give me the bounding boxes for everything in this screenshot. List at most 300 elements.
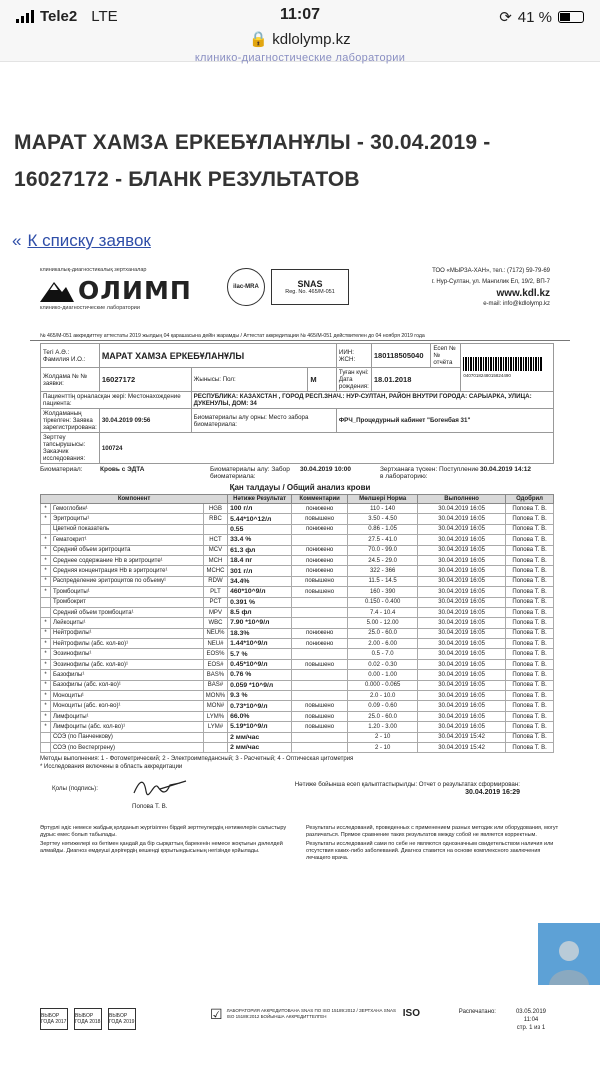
received: 30.04.2019 14:12 <box>480 466 531 473</box>
location-label: Пациенттің орналасқан жері: Местонахождение пациента: <box>41 392 192 409</box>
table-row <box>41 722 554 732</box>
row-done: 30.04.2019 16:05 <box>418 618 506 628</box>
row-done: 30.04.2019 16:05 <box>418 670 506 680</box>
row-comment: повышено <box>292 722 348 732</box>
row-result: 301 г/л <box>228 566 292 576</box>
row-marker: * <box>41 504 51 514</box>
row-code: NEU# <box>203 639 227 649</box>
name-label: Тегі А.Ә.: Фамилия И.О.: <box>41 344 100 368</box>
row-result: 7.90 *10^9/л <box>228 618 292 628</box>
order-number: 16027172 <box>99 368 191 392</box>
disclaimer-ru-2: Результаты исследований сами по себе не являются однозначным свидетельством наличия или отсутствия каких-либо заболеваний. Диагноз ставится на основе комплексного заключения лечащего врача. <box>306 841 554 862</box>
customer: 100724 <box>99 433 553 464</box>
sex-label: Жынысы: Пол: <box>191 368 308 392</box>
table-row <box>41 504 554 514</box>
report-generated <box>295 781 520 797</box>
row-component: СОЭ (по Панченкову) <box>51 732 204 742</box>
row-code: MCV <box>203 545 227 555</box>
row-marker: * <box>41 618 51 628</box>
row-norm: 0.00 - 1.00 <box>348 670 418 680</box>
row-component: Базофилы¹ <box>51 670 204 680</box>
row-component: Тромбоциты¹ <box>51 587 204 597</box>
row-comment <box>292 618 348 628</box>
chat-avatar-button[interactable] <box>538 923 600 985</box>
row-result: 100 г/л <box>228 504 292 514</box>
row-done: 30.04.2019 16:05 <box>418 701 506 711</box>
logo-caption-kz: клиникалық-диагностикалық зертханалар <box>40 267 147 273</box>
table-row <box>41 649 554 659</box>
row-result: 0.55 <box>228 524 292 534</box>
row-marker: * <box>41 545 51 555</box>
row-result: 2 мм/час <box>228 732 292 742</box>
table-row <box>41 659 554 669</box>
signature-label: Қолы (подпись): <box>52 785 98 793</box>
row-comment: повышено <box>292 659 348 669</box>
website: www.kdl.kz <box>496 288 550 299</box>
row-comment: повышено <box>292 701 348 711</box>
row-marker: * <box>41 566 51 576</box>
row-done: 30.04.2019 16:05 <box>418 639 506 649</box>
row-marker: * <box>41 701 51 711</box>
checkmark-icon: ☑ <box>210 1006 223 1022</box>
row-approved: Попова Т. В. <box>506 607 554 617</box>
snas-title: SNAS <box>297 279 323 289</box>
row-component: Лимфоциты (абс. кол-во)¹ <box>51 722 204 732</box>
row-norm: 0.86 - 1.05 <box>348 524 418 534</box>
signature-name: Попова Т. В. <box>132 803 168 811</box>
row-approved: Попова Т. В. <box>506 618 554 628</box>
row-result: 5.7 % <box>228 649 292 659</box>
row-comment: повышено <box>292 576 348 586</box>
row-norm: 0.5 - 7.0 <box>348 649 418 659</box>
row-norm: 2 - 10 <box>348 742 418 752</box>
email: e-mail: info@kdlolymp.kz <box>483 301 550 307</box>
status-right <box>499 8 584 26</box>
iso-logo: ISO <box>402 1008 420 1019</box>
biomaterial-label: Биоматериал: <box>40 466 83 473</box>
account-label: Есеп № № отчёта <box>431 344 461 368</box>
row-comment <box>292 670 348 680</box>
row-component: Эозинофилы¹ <box>51 649 204 659</box>
award-badge: ВЫБОР ГОДА 2017 <box>40 1008 68 1030</box>
row-approved: Попова Т. В. <box>506 504 554 514</box>
row-code: EOS% <box>203 649 227 659</box>
row-done: 30.04.2019 16:05 <box>418 597 506 607</box>
row-result: 66.0% <box>228 711 292 721</box>
row-result: 8.5 фл <box>228 607 292 617</box>
results-table <box>40 494 554 753</box>
row-done: 30.04.2019 16:05 <box>418 545 506 555</box>
notes <box>40 755 560 771</box>
customer-label: Зерттеу тапсырушысы: Заказчик исследования: <box>41 433 100 464</box>
table-row <box>41 535 554 545</box>
table-header <box>41 495 554 504</box>
barcode-number: 0407018248015824490 <box>463 373 511 378</box>
row-approved: Попова Т. В. <box>506 545 554 555</box>
row-norm: 25.0 - 60.0 <box>348 711 418 721</box>
row-norm: 70.0 - 99.0 <box>348 545 418 555</box>
row-norm: 110 - 140 <box>348 504 418 514</box>
row-comment: повышено <box>292 587 348 597</box>
row-result: 0.391 % <box>228 597 292 607</box>
row-component: Тромбокрит <box>51 597 204 607</box>
row-component: Базофилы (абс. кол-во)¹ <box>51 680 204 690</box>
row-marker: * <box>41 639 51 649</box>
row-norm: 322 - 366 <box>348 566 418 576</box>
row-marker <box>41 524 51 534</box>
row-done: 30.04.2019 15:42 <box>418 742 506 752</box>
row-component: Гемоглобин¹ <box>51 504 204 514</box>
user-icon <box>547 935 591 985</box>
section-title: Қан талдауы / Общий анализ крови <box>229 483 371 492</box>
row-done: 30.04.2019 16:05 <box>418 514 506 524</box>
row-approved: Попова Т. В. <box>506 535 554 545</box>
row-norm: 25.0 - 60.0 <box>348 628 418 638</box>
row-code: EOS# <box>203 659 227 669</box>
row-comment <box>292 535 348 545</box>
row-comment <box>292 597 348 607</box>
row-done: 30.04.2019 16:05 <box>418 607 506 617</box>
ilac-mra-badge: ilac-MRA <box>227 268 265 306</box>
report-label: Нәтиже бойынша есеп қалыптастырылды: Отчет о результатах сформирован: <box>294 781 520 789</box>
row-code: HGB <box>203 504 227 514</box>
table-row <box>41 670 554 680</box>
row-done: 30.04.2019 15:42 <box>418 732 506 742</box>
lock-icon: 🔒 <box>249 31 269 48</box>
table-row <box>41 691 554 701</box>
back-link-label: К списку заявок <box>27 231 151 250</box>
company: ТОО «МЫРЗА-ХАН», тел.: (7172) 59-79-69 <box>432 268 550 274</box>
row-component: СОЭ (по Вестергрену) <box>51 742 204 752</box>
row-result: 18.4 пг <box>228 555 292 565</box>
form-header <box>30 262 570 332</box>
barcode-icon <box>463 357 543 371</box>
row-result: 5.44*10^12/л <box>228 514 292 524</box>
table-row <box>41 701 554 711</box>
table-row <box>41 555 554 565</box>
row-result: 460*10^9/л <box>228 587 292 597</box>
rotation-lock-icon: ⟳ <box>499 9 512 26</box>
row-code: HCT <box>203 535 227 545</box>
row-comment: понижено <box>292 555 348 565</box>
row-component: Нейтрофилы¹ <box>51 628 204 638</box>
row-result: 34.4% <box>228 576 292 586</box>
table-row <box>41 545 554 555</box>
row-marker: * <box>41 535 51 545</box>
lab-logo <box>40 267 220 311</box>
place-label: Биоматериалы алу орны: Место забора биоматериала: <box>191 409 336 433</box>
col-done: Выполнено <box>418 495 506 504</box>
order-label: Жолдама № № заявки: <box>41 368 100 392</box>
table-row <box>41 566 554 576</box>
row-code: MCH <box>203 555 227 565</box>
row-done: 30.04.2019 16:05 <box>418 587 506 597</box>
row-code <box>203 742 227 752</box>
row-component: Среднее содержание Hb в эритроците¹ <box>51 555 204 565</box>
row-approved: Попова Т. В. <box>506 742 554 752</box>
clock: 11:07 <box>279 6 321 23</box>
printed-date: 03.05.2019 <box>515 1009 546 1015</box>
row-component: Эритроциты¹ <box>51 514 204 524</box>
row-approved: Попова Т. В. <box>506 680 554 690</box>
site-banner: клинико-диагностические лаборатории <box>194 52 406 64</box>
address-bar[interactable] <box>0 30 600 48</box>
row-result: 9.3 % <box>228 691 292 701</box>
page-number: стр. 1 из 1 <box>516 1025 546 1031</box>
row-code: WBC <box>203 618 227 628</box>
row-approved: Попова Т. В. <box>506 555 554 565</box>
row-approved: Попова Т. В. <box>506 732 554 742</box>
row-result: 5.19*10^9/л <box>228 722 292 732</box>
row-norm: 5.00 - 12.00 <box>348 618 418 628</box>
row-code: LYM% <box>203 711 227 721</box>
row-norm: 2 - 10 <box>348 732 418 742</box>
row-done: 30.04.2019 16:05 <box>418 628 506 638</box>
row-comment: понижено <box>292 639 348 649</box>
row-result: 0.73*10^9/л <box>228 701 292 711</box>
lab-contacts <box>432 266 550 310</box>
printed-label: Распечатано: <box>458 1009 496 1015</box>
row-marker <box>41 597 51 607</box>
row-component: Гематокрит¹ <box>51 535 204 545</box>
row-marker: * <box>41 670 51 680</box>
double-chevron-left-icon: « <box>12 231 22 250</box>
row-comment: повышено <box>292 711 348 721</box>
award-badge: ВЫБОР ГОДА 2018 <box>74 1008 102 1030</box>
row-norm: 2.00 - 6.00 <box>348 639 418 649</box>
row-approved: Попова Т. В. <box>506 524 554 534</box>
patient-info <box>40 343 554 464</box>
biomaterial-row <box>40 466 560 480</box>
row-component: Средний объем тромбоцита¹ <box>51 607 204 617</box>
row-code: MCHC <box>203 566 227 576</box>
row-code: MPV <box>203 607 227 617</box>
sex: М <box>308 368 337 392</box>
iso-text: ЛАБОРАТОРИЯ АККРЕДИТОВАНА SNAS ПО ISO 15189:2012 / ЗЕРТХАНА SNAS ISO 15189:2012 БОЙЫНША АККРЕДИТТЕЛГЕН <box>226 1008 397 1019</box>
row-approved: Попова Т. В. <box>506 628 554 638</box>
row-norm: 3.50 - 4.50 <box>348 514 418 524</box>
table-row <box>41 576 554 586</box>
row-norm: 1.20 - 3.00 <box>348 722 418 732</box>
row-norm: 27.5 - 41.0 <box>348 535 418 545</box>
col-comment: Комментарии <box>292 495 348 504</box>
row-component: Средняя концентрация Hb в эритроците¹ <box>51 566 204 576</box>
row-code <box>203 732 227 742</box>
row-marker: * <box>41 587 51 597</box>
row-done: 30.04.2019 16:05 <box>418 576 506 586</box>
row-approved: Попова Т. В. <box>506 722 554 732</box>
row-comment <box>292 649 348 659</box>
col-approved: Одобрил <box>506 495 554 504</box>
birth-date: 18.01.2018 <box>371 368 461 392</box>
row-code: LYM# <box>203 722 227 732</box>
row-result: 61.3 фл <box>228 545 292 555</box>
row-done: 30.04.2019 16:05 <box>418 555 506 565</box>
row-result: 2 мм/час <box>228 742 292 752</box>
row-code: PLT <box>203 587 227 597</box>
table-row <box>41 524 554 534</box>
row-done: 30.04.2019 16:05 <box>418 691 506 701</box>
row-marker <box>41 742 51 752</box>
row-comment: понижено <box>292 524 348 534</box>
row-component: Моноциты (абс. кол-во)¹ <box>51 701 204 711</box>
col-norm: Мөлшері Норма <box>348 495 418 504</box>
row-marker: * <box>41 680 51 690</box>
row-comment <box>292 732 348 742</box>
url-text: kdlolymp.kz <box>272 31 351 48</box>
row-marker: * <box>41 711 51 721</box>
logo-caption-ru: клинико-диагностические лаборатории <box>40 305 140 311</box>
row-code: RDW <box>203 576 227 586</box>
mountain-logo-icon <box>40 280 74 302</box>
row-done: 30.04.2019 16:05 <box>418 711 506 721</box>
row-done: 30.04.2019 16:05 <box>418 680 506 690</box>
row-result: 33.4 % <box>228 535 292 545</box>
row-comment <box>292 742 348 752</box>
row-norm: 11.5 - 14.5 <box>348 576 418 586</box>
table-row <box>41 597 554 607</box>
row-marker: * <box>41 555 51 565</box>
row-comment: понижено <box>292 628 348 638</box>
row-code: MON% <box>203 691 227 701</box>
barcode <box>461 344 554 392</box>
disclaimer-kz-2: Зерттеу нәтижелері өз бетімен қандай да бір сырқаттың барекенін немесе жоқтығын дәлелдей алмайды. Диагноз емдеуші дәрігердің кешенді қорытындысының негізінде қойылады. <box>40 841 283 855</box>
row-approved: Попова Т. В. <box>506 639 554 649</box>
row-code: NEU% <box>203 628 227 638</box>
back-to-orders-link[interactable] <box>12 231 151 251</box>
network: LTE <box>91 8 118 25</box>
signature-scribble <box>130 777 190 799</box>
battery-percent: 41 % <box>517 8 552 26</box>
row-comment <box>292 691 348 701</box>
row-approved: Попова Т. В. <box>506 597 554 607</box>
row-done: 30.04.2019 16:05 <box>418 535 506 545</box>
row-code <box>203 524 227 534</box>
row-approved: Попова Т. В. <box>506 711 554 721</box>
accreditation-badges <box>227 268 349 306</box>
row-approved: Попова Т. В. <box>506 576 554 586</box>
row-norm: 2.0 - 10.0 <box>348 691 418 701</box>
report-date: 30.04.2019 16:29 <box>465 789 520 797</box>
row-component: Средний объем эритроцита <box>51 545 204 555</box>
row-code: MON# <box>203 701 227 711</box>
row-marker <box>41 732 51 742</box>
row-component: Распределение эритроцитов по объему¹ <box>51 576 204 586</box>
table-row <box>41 587 554 597</box>
award-badge: ВЫБОР ГОДА 2019 <box>108 1008 136 1030</box>
table-row <box>41 514 554 524</box>
iin-label: ИИН: ЖСН: <box>336 344 371 368</box>
row-done: 30.04.2019 16:05 <box>418 504 506 514</box>
table-row <box>41 607 554 617</box>
row-component: Цветной показатель <box>51 524 204 534</box>
row-component: Лимфоциты¹ <box>51 711 204 721</box>
table-row <box>41 742 554 752</box>
row-code: BAS# <box>203 680 227 690</box>
disclaimer-2 <box>40 841 560 862</box>
row-component: Эозинофилы (абс. кол-во)¹ <box>51 659 204 669</box>
row-done: 30.04.2019 16:05 <box>418 649 506 659</box>
col-result: Нәтиже Результат <box>228 495 292 504</box>
row-approved: Попова Т. В. <box>506 514 554 524</box>
accredited-note: * Исследования включены в область аккредитации <box>40 764 183 771</box>
row-marker: * <box>41 514 51 524</box>
patient-iin: 180118505040 <box>371 344 431 368</box>
row-comment: понижено <box>292 504 348 514</box>
row-norm: 0.150 - 0.400 <box>348 597 418 607</box>
registered-label: Жолдаманың тіркелген: Заявка зарегистрирована: <box>41 409 100 433</box>
battery-icon <box>558 11 584 23</box>
row-code: BAS% <box>203 670 227 680</box>
row-norm: 7.4 - 10.4 <box>348 607 418 617</box>
table-row <box>41 732 554 742</box>
birth-label: Туған күні: Дата рождения: <box>336 368 371 392</box>
row-norm: 0.09 - 0.60 <box>348 701 418 711</box>
table-row <box>41 618 554 628</box>
row-done: 30.04.2019 16:05 <box>418 566 506 576</box>
row-component: Лейкоциты¹ <box>51 618 204 628</box>
row-norm: 24.5 - 29.0 <box>348 555 418 565</box>
row-marker: * <box>41 659 51 669</box>
row-approved: Попова Т. В. <box>506 566 554 576</box>
snas-reg: Reg. No. 465/M-051 <box>285 289 335 295</box>
award-badges <box>40 1008 136 1030</box>
row-result: 1.44*10^9/л <box>228 639 292 649</box>
results-form <box>30 262 570 1072</box>
printed-info <box>459 1008 546 1032</box>
printed-time: 11:04 <box>523 1017 539 1023</box>
row-result: 0.059 *10^9/л <box>228 680 292 690</box>
status-bar <box>0 0 600 62</box>
row-approved: Попова Т. В. <box>506 587 554 597</box>
page-title: МАРАТ ХАМЗА ЕРКЕБҰЛАНҰЛЫ - 30.04.2019 - 16027172 - БЛАНК РЕЗУЛЬТАТОВ <box>14 131 491 191</box>
row-done: 30.04.2019 16:05 <box>418 659 506 669</box>
methods: Методы выполнения: 1 - Фотометрический; 2 - Электроимпеданcный; 3 - Расчетный; 4 - Оптическая цитометрия <box>40 756 354 763</box>
row-comment: повышено <box>292 514 348 524</box>
disclaimer-1 <box>40 825 560 839</box>
row-marker: * <box>41 722 51 732</box>
form-footer <box>40 1000 560 1040</box>
row-done: 30.04.2019 16:05 <box>418 722 506 732</box>
row-marker: * <box>41 649 51 659</box>
row-approved: Попова Т. В. <box>506 691 554 701</box>
row-approved: Попова Т. В. <box>506 659 554 669</box>
table-row <box>41 639 554 649</box>
row-comment: понижено <box>292 566 348 576</box>
row-comment <box>292 607 348 617</box>
taken: 30.04.2019 10:00 <box>300 466 351 473</box>
row-code: RBC <box>203 514 227 524</box>
row-done: 30.04.2019 16:05 <box>418 524 506 534</box>
address: г. Нур-Султан, ул. Мангилик Ел, 19/2, ВП-7 <box>431 279 550 285</box>
table-row <box>41 628 554 638</box>
sampling-place: ФРЧ_Процедурный кабинет "Богенбая 31" <box>336 409 553 433</box>
location: РЕСПУБЛИКА: КАЗАХСТАН , ГОРОД РЕСП.ЗНАЧ.: НУР-СУЛТАН, РАЙОН ВНУТРИ ГОРОДА: САРЫАРКА, УЛИЦА: ДУКЕНУЛЫ, ДОМ: 34 <box>191 392 553 409</box>
registered: 30.04.2019 09:56 <box>99 409 191 433</box>
row-norm: 160 - 390 <box>348 587 418 597</box>
row-result: 0.45*10^9/л <box>228 659 292 669</box>
row-component: Нейтрофилы (абс. кол-во)¹ <box>51 639 204 649</box>
received-label: Зертханаға түскен: Поступление в лабораторию: <box>380 466 479 480</box>
signature-block <box>40 777 560 823</box>
carrier: Tele2 <box>40 8 78 25</box>
row-code: PCT <box>203 597 227 607</box>
biomaterial: Кровь с ЭДТА <box>100 466 145 473</box>
disclaimer-kz-1: Әртүрлі әдіс немесе жабдық қолданып жүргізілген бірдей зерттеулердің нәтижелерін салыстыру дұрыс емес болып табылады. <box>40 825 287 839</box>
row-comment <box>292 680 348 690</box>
col-component: Компонент <box>41 495 228 504</box>
row-component: Моноциты¹ <box>51 691 204 701</box>
